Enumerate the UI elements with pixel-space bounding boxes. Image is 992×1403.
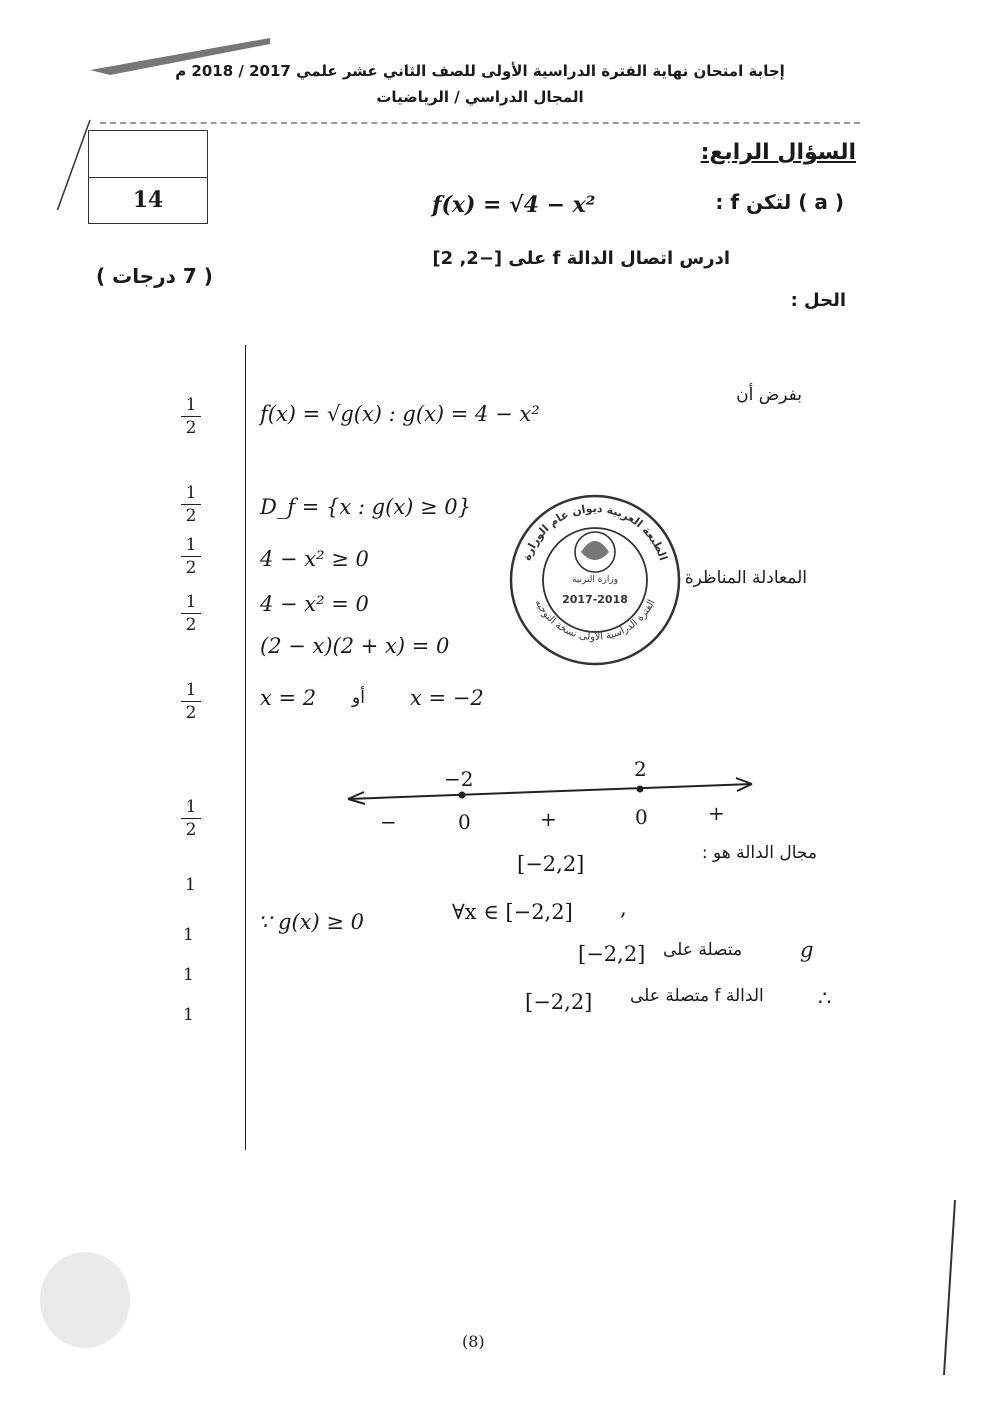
g-letter: g xyxy=(800,938,814,962)
solution-or: أو xyxy=(352,688,365,708)
stamp-years: 2017-2018 xyxy=(562,593,628,606)
mark-half-1: 1 2 xyxy=(181,395,201,438)
mark-half-5: 1 2 xyxy=(181,680,201,723)
domain-label: مجال الدالة هو : xyxy=(701,843,817,863)
mark-half-2: 1 2 xyxy=(181,483,201,526)
since-line: ∵ g(x) ≥ 0 xyxy=(258,910,365,934)
solution-label: الحل : xyxy=(790,290,846,311)
point-minus-two xyxy=(459,792,466,799)
equation-label: المعادلة المناظرة xyxy=(684,568,807,588)
question-part: ( a ) لتكن f : xyxy=(715,190,844,214)
sign-number-line xyxy=(340,755,760,835)
domain-value: [−2,2] xyxy=(517,852,585,876)
solution-line-6b: x = −2 xyxy=(410,686,484,710)
comma: , xyxy=(620,896,627,920)
point-two xyxy=(637,786,644,793)
question-title: السؤال الرابع: xyxy=(700,140,856,165)
mark-half-6: 1 2 xyxy=(181,797,201,840)
scan-artifact-right xyxy=(930,1195,970,1380)
margin-line xyxy=(245,345,246,1150)
solution-line-4: 4 − x² = 0 xyxy=(260,592,369,616)
question-grade: ( 7 درجات ) xyxy=(96,264,213,288)
numline-sign-5: + xyxy=(708,801,725,825)
solution-line-6a: x = 2 xyxy=(260,686,317,710)
mark-half-3: 1 2 xyxy=(181,535,201,578)
mark-one-3: 1 xyxy=(183,965,194,985)
numline-sign-3: + xyxy=(540,807,557,831)
f-continuous-label: الدالة f متصلة على xyxy=(630,986,764,1006)
stamp-outer-text: الطبعة العربية ديوان عام الوزارة xyxy=(520,501,670,563)
mark-one-2: 1 xyxy=(183,925,194,945)
solution-line-3: 4 − x² ≥ 0 xyxy=(260,547,369,571)
question-task: ادرس اتصال الدالة f على [−2, 2] xyxy=(432,248,730,269)
page-number: (8) xyxy=(462,1332,485,1351)
f-interval: [−2,2] xyxy=(525,990,593,1014)
stamp-bottom-text: الفترة الدراسية الأولى نسخة التوجيه xyxy=(532,597,658,643)
numline-label-right: 2 xyxy=(634,757,647,781)
mark-half-4: 1 2 xyxy=(181,592,201,635)
official-stamp xyxy=(505,490,685,670)
header-subject: المجال الدراسي / الرياضيات xyxy=(376,88,584,106)
therefore-symbol: ∴ xyxy=(818,986,832,1010)
numline-sign-4: 0 xyxy=(635,805,648,829)
mark-one-4: 1 xyxy=(183,1005,194,1025)
forall-interval: ∀x ∈ [−2,2] xyxy=(452,900,573,924)
score-value: 14 xyxy=(132,187,164,213)
solution-line-1: f(x) = √g(x) : g(x) = 4 − x² xyxy=(260,402,540,426)
scan-smudge xyxy=(30,1245,140,1355)
solution-line-5: (2 − x)(2 + x) = 0 xyxy=(260,634,450,658)
g-interval: [−2,2] xyxy=(578,942,646,966)
assume-label: بفرض أن xyxy=(736,385,802,405)
g-continuous-label: متصلة على xyxy=(663,940,743,960)
mark-one-1: 1 xyxy=(185,875,196,895)
question-function: f(x) = √4 − x² xyxy=(432,192,596,218)
numline-sign-2: 0 xyxy=(458,810,471,834)
score-box xyxy=(88,130,208,224)
numline-label-left: −2 xyxy=(444,767,474,791)
numline-sign-1: − xyxy=(380,810,397,834)
stamp-inner-text: وزارة التربية xyxy=(571,575,619,585)
solution-line-2: D_f = {x : g(x) ≥ 0} xyxy=(260,495,472,519)
header-title: إجابة امتحان نهاية الفترة الدراسية الأولى للصف الثاني عشر علمي 2017 / 2018 م xyxy=(175,62,785,80)
